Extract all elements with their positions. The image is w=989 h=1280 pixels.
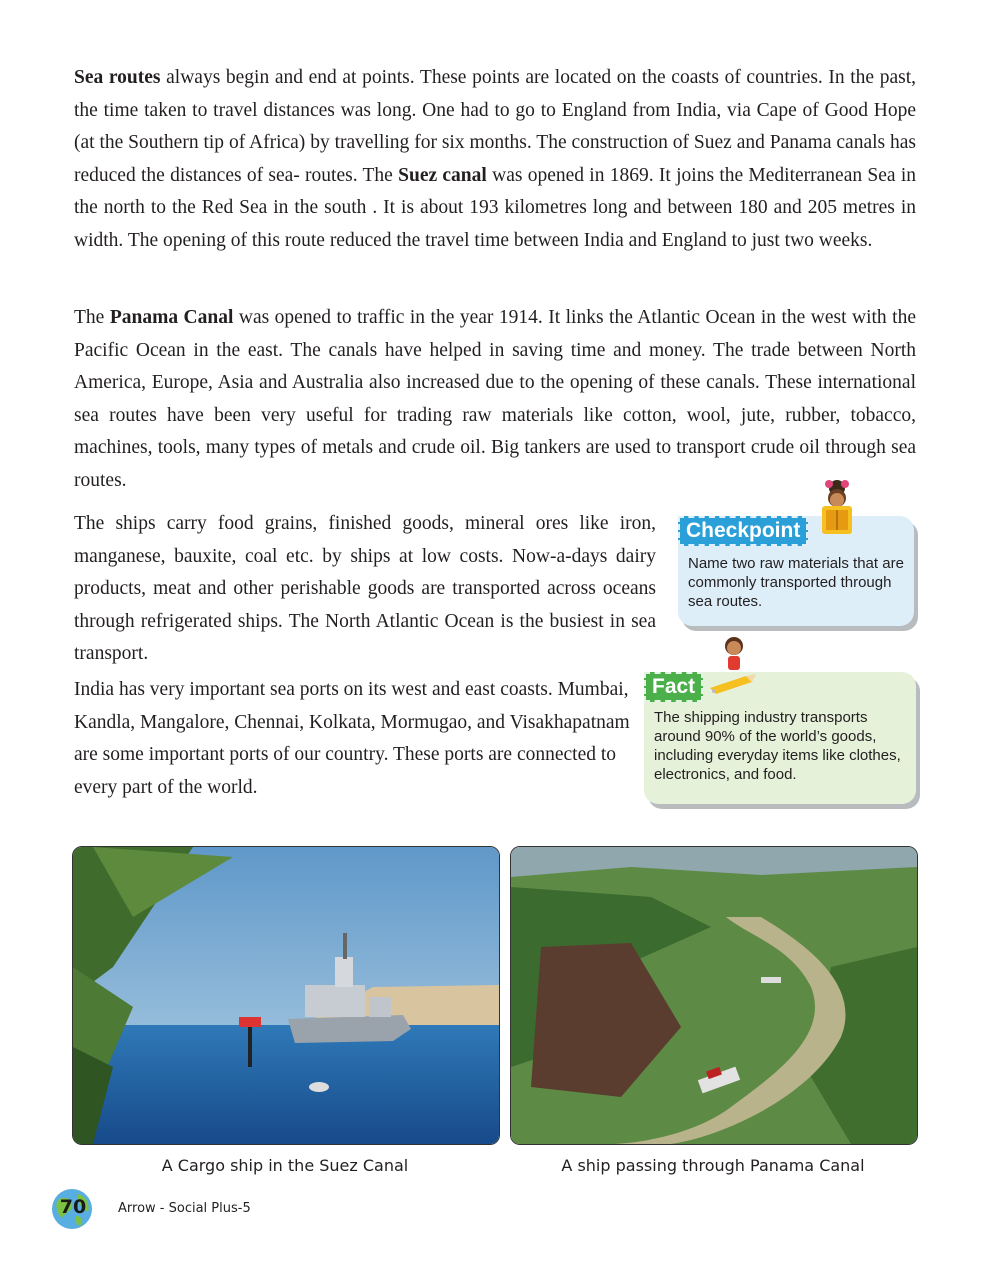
suez-photo-caption: A Cargo ship in the Suez Canal (161, 1156, 409, 1175)
fact-box (640, 636, 925, 816)
paragraph-text: was opened in 1869. It joins the Mediterranean Sea in the north to the Red Sea in the south . It is about 193 kilometres long and between 180 and 205 metres in width. The opening of this route reduced the travel time between India and England to just two weeks. (74, 164, 916, 251)
paragraph-india-ports: India has very important sea ports on its west and east coasts. Mumbai, Kandla, Mangalore, Chennai, Kolkata, Mormugao, and Visakhapatnam are some important ports of our country. These ports are connected to every part of the world. (74, 679, 630, 798)
panama-canal-photo (510, 846, 918, 1145)
checkpoint-text: Name two raw materials that are commonly transported through sea routes. (688, 555, 904, 610)
suez-canal-photo (72, 846, 500, 1145)
page-footer (50, 1188, 350, 1230)
paragraph-text: always begin and end at points. These points are located on the coasts of countries. In the past, the time taken to travel distances was long. One had to go to England from India, via Cape of Good Hope (at the Southern tip of Africa) by travelling for six months. The construction of Suez and Panama canals has reduced the distances of sea- routes. The (74, 67, 916, 186)
paragraph-panama-canal (74, 302, 916, 497)
fact-text: The shipping industry transports around 90% of the world’s goods, including everyday items like clothes, electronics, and food. (654, 709, 901, 783)
boy-on-pencil-icon (708, 636, 758, 696)
paragraph-sea-routes (74, 62, 916, 257)
paragraph-text: was opened to traffic in the year 1914. It links the Atlantic Ocean in the west with the Pacific Ocean in the east. The canals have helped in saving time and money. The trade between North America, Europe, Asia and Australia also increased due to the opening of these canals. These international sea routes have been very useful for trading raw materials like cotton, wool, jute, rubber, tobacco, machines, tools, many types of metals and crude oil. Big tankers are used to transport crude oil through sea routes. (74, 307, 916, 491)
panama-photo-caption: A ship passing through Panama Canal (561, 1156, 865, 1175)
term-panama-canal: Panama Canal (109, 307, 234, 328)
checkpoint-label: Checkpoint (678, 516, 808, 546)
book-title: Arrow - Social Plus-5 (118, 1201, 251, 1216)
paragraph-ships-cargo: The ships carry food grains, finished goods, mineral ores like iron, manganese, bauxite, coal etc. by ships at low costs. Now-a-days dairy products, meat and other perishable goods are transported across oceans through refrigerated ships. The North Atlantic Ocean is the busiest in sea transport. (74, 513, 656, 664)
page-number: 70 (59, 1196, 87, 1218)
girl-reading-icon (816, 478, 858, 536)
term-sea-routes: Sea routes (74, 67, 161, 88)
checkpoint-box (674, 478, 924, 638)
fact-label: Fact (644, 672, 703, 702)
cargo-ship-image (73, 847, 499, 1144)
term-suez-canal: Suez canal (398, 164, 487, 186)
paragraph-text: The (74, 307, 110, 328)
panama-canal-image (511, 847, 917, 1144)
